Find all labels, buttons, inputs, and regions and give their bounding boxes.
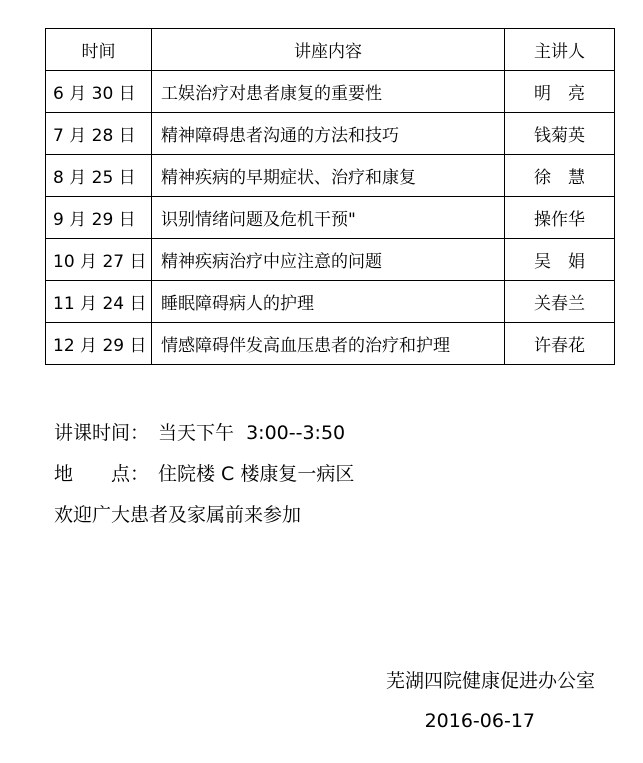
row-date: 8 月 25 日 [46, 155, 152, 197]
row-speaker: 明 亮 [505, 71, 615, 113]
welcome-text: 欢迎广大患者及家属前来参加 [54, 504, 302, 526]
table-row [46, 113, 615, 155]
row-date: 11 月 24 日 [46, 281, 152, 323]
row-date: 9 月 29 日 [46, 197, 152, 239]
row-topic: 精神疾病的早期症状、治疗和康复 [152, 155, 505, 197]
row-speaker: 许春花 [505, 323, 615, 365]
table-row [46, 155, 615, 197]
table-row [46, 197, 615, 239]
row-speaker: 吴 娟 [505, 239, 615, 281]
table-header-row [46, 29, 615, 71]
row-date: 12 月 29 日 [46, 323, 152, 365]
row-date: 6 月 30 日 [46, 71, 152, 113]
lecture-place-value: 住院楼 C 楼康复一病区 [158, 463, 355, 485]
lecture-place-label: 地 点： [54, 463, 150, 485]
row-date: 10 月 27 日 [46, 239, 152, 281]
row-speaker: 操作华 [505, 197, 615, 239]
issue-date: 2016-06-17 [424, 710, 535, 732]
table-row [46, 71, 615, 113]
row-topic: 情感障碍伴发高血压患者的治疗和护理 [152, 323, 505, 365]
row-topic: 精神障碍患者沟通的方法和技巧 [152, 113, 505, 155]
row-speaker: 钱菊英 [505, 113, 615, 155]
header-topic: 讲座内容 [152, 29, 505, 71]
lecture-time-value: 当天下午 3:00--3:50 [158, 422, 346, 444]
organizer-name: 芜湖四院健康促进办公室 [385, 670, 595, 692]
header-speaker: 主讲人 [505, 29, 615, 71]
lecture-place-line [54, 459, 354, 486]
header-date: 时间 [46, 29, 152, 71]
table-row [46, 281, 615, 323]
row-speaker: 关春兰 [505, 281, 615, 323]
lecture-time-line [54, 418, 345, 445]
lecture-schedule-table [45, 28, 615, 365]
row-topic: 睡眠障碍病人的护理 [152, 281, 505, 323]
row-speaker: 徐 慧 [505, 155, 615, 197]
row-topic: 精神疾病治疗中应注意的问题 [152, 239, 505, 281]
row-date: 7 月 28 日 [46, 113, 152, 155]
lecture-time-label: 讲课时间： [54, 422, 150, 444]
row-topic: 识别情绪问题及危机干预" [152, 197, 505, 239]
row-topic: 工娱治疗对患者康复的重要性 [152, 71, 505, 113]
table-row [46, 323, 615, 365]
table-row [46, 239, 615, 281]
